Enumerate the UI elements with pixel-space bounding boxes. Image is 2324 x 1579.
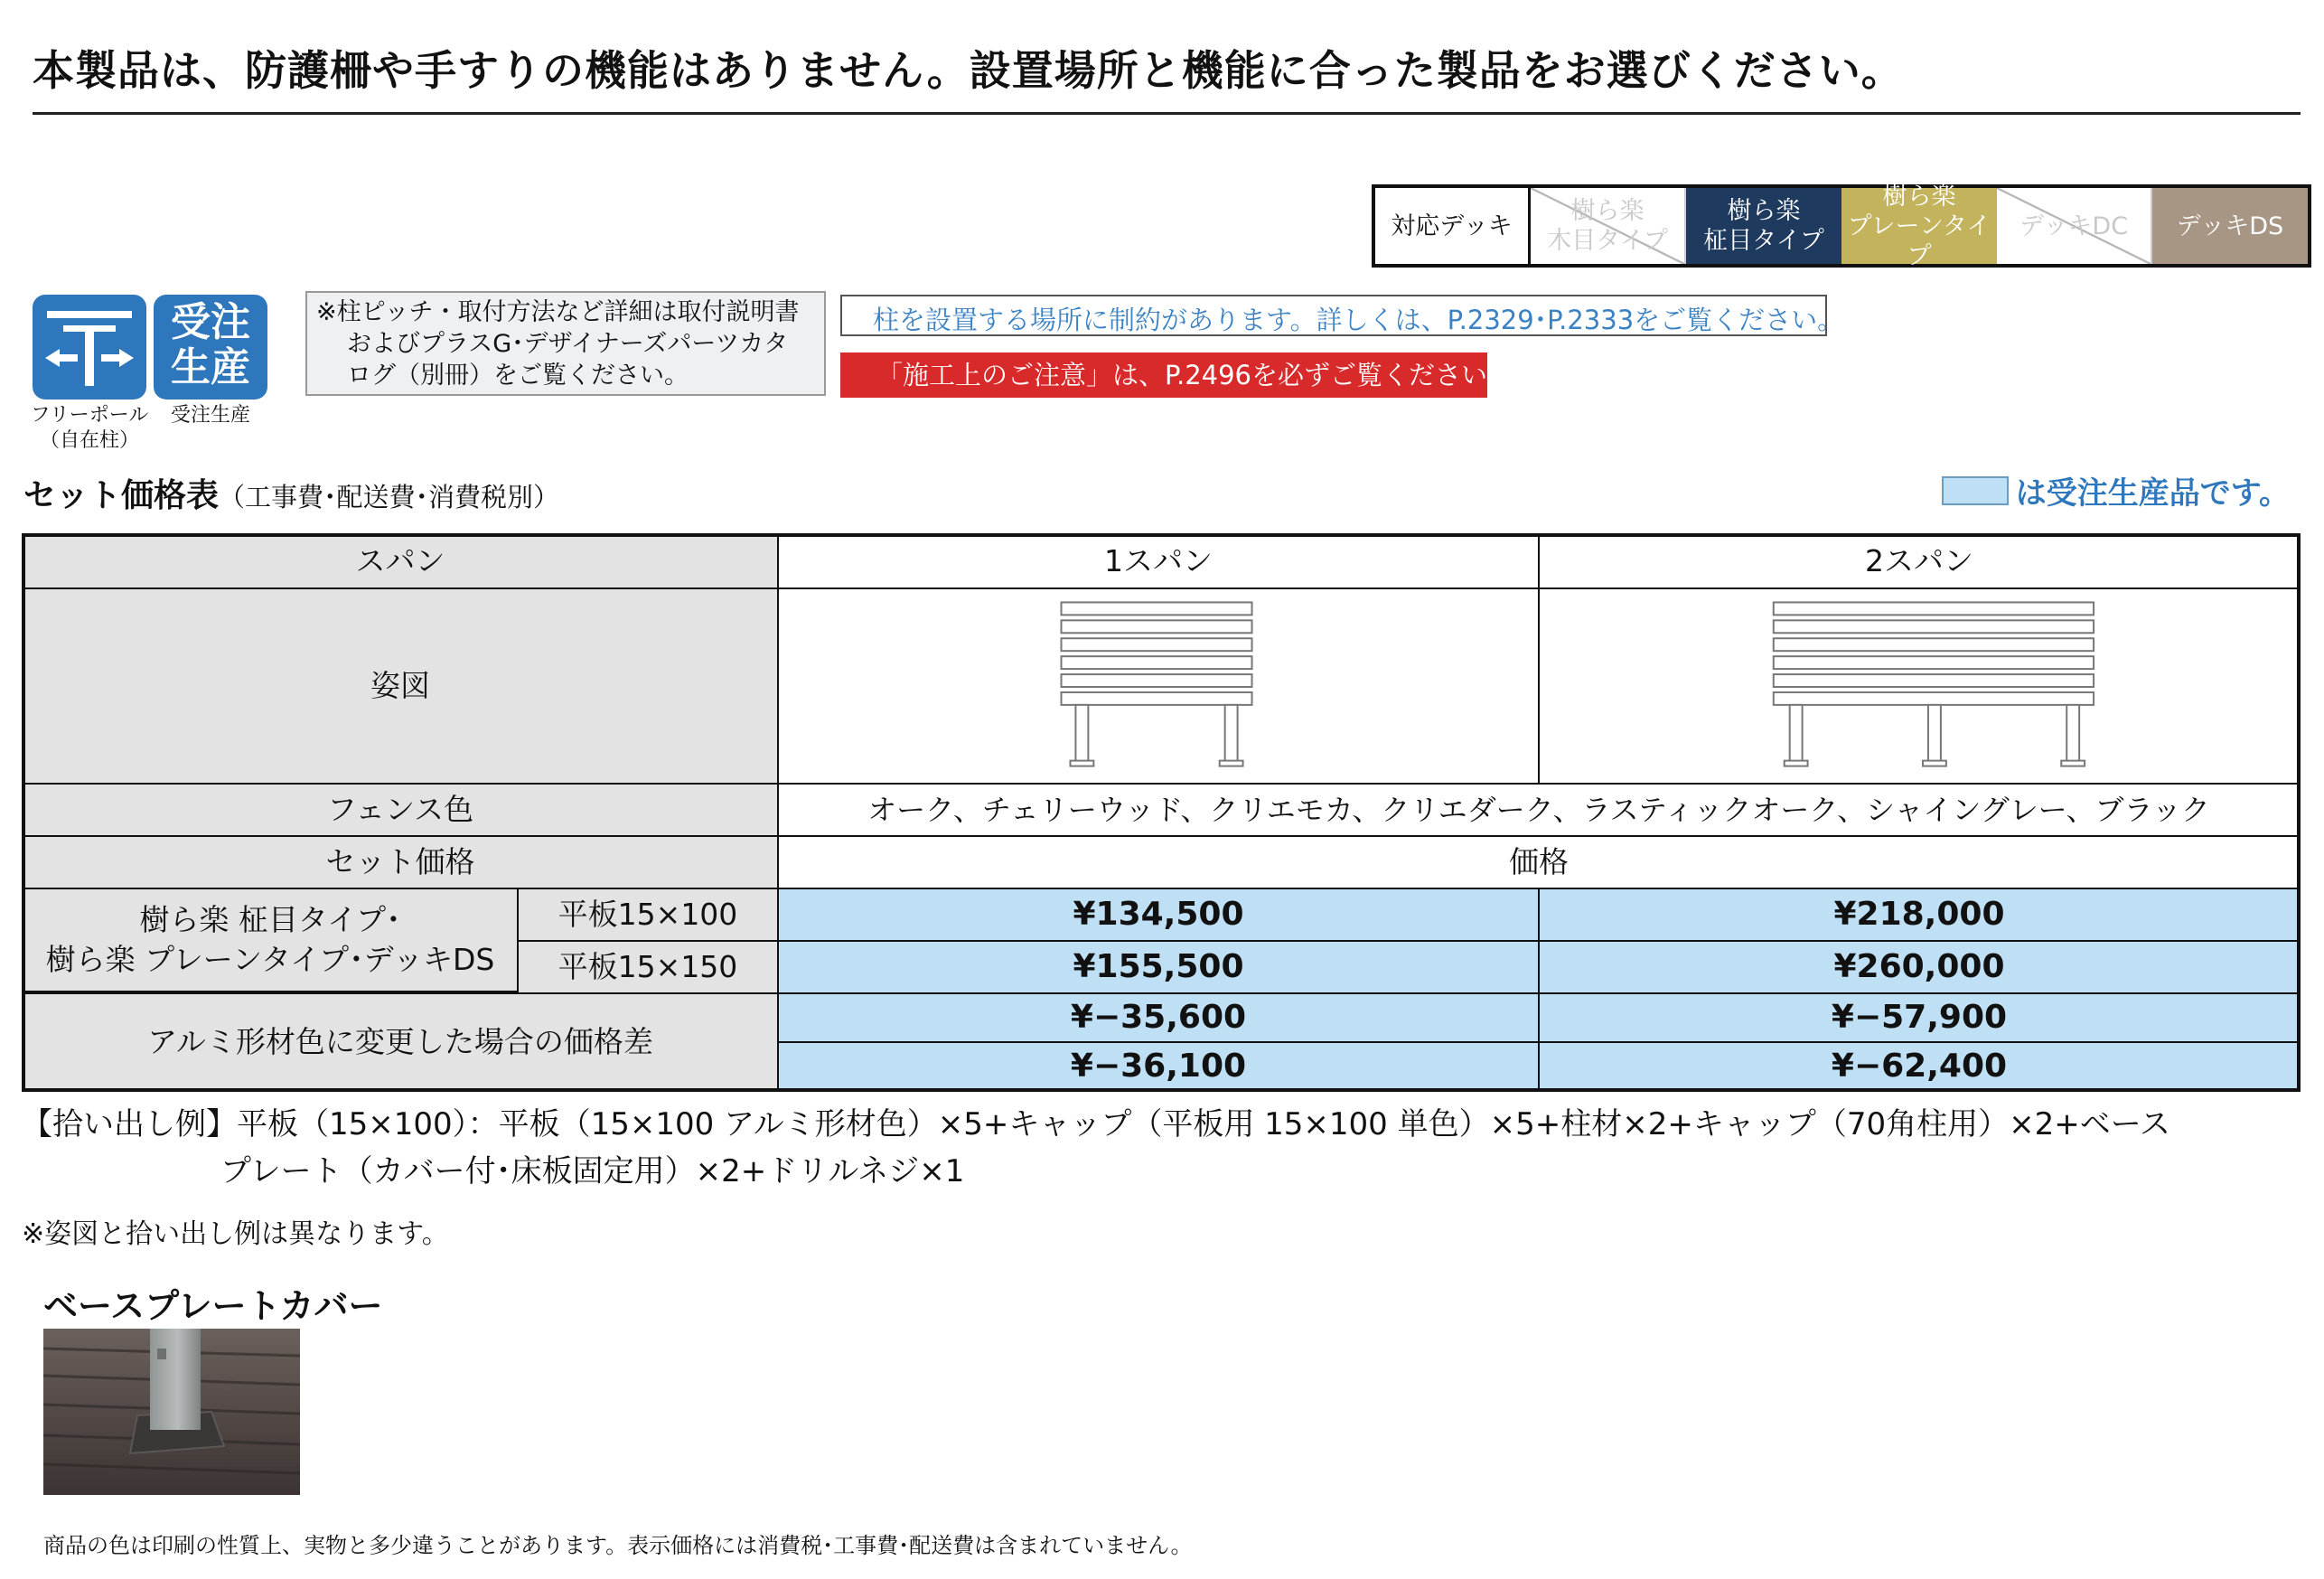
pickup-example: 【拾い出し例】平板（15×100）：平板（15×100 アルミ形材色）×5+キャップ（平板用 15×100 単色）×5+柱材×2+キャップ（70角柱用）×2+ベース xyxy=(22,1106,2170,1142)
color-list: オーク、チェリーウッド、クリエモカ、クリエダーク、ラスティックオーク、シャイングレー、ブラック xyxy=(777,783,2301,837)
divider xyxy=(33,112,2301,115)
footer-note: 商品の色は印刷の性質上、実物と多少違うことがあります。表示価格には消費税･工事費･配送費は含まれていません。 xyxy=(43,1533,1193,1558)
deck-item-plain xyxy=(1841,182,1997,270)
size-15x100: 平板15×100 xyxy=(517,888,779,942)
badge-text: 生産 xyxy=(171,344,250,390)
deck-item-line: デッキDS xyxy=(2176,211,2284,240)
price-cell: ¥218,000 xyxy=(1538,888,2301,942)
install-note xyxy=(305,291,826,396)
col-2span: 2スパン xyxy=(1538,533,2301,589)
caption-line: フリーポール xyxy=(30,404,149,427)
section-subtitle: （工事費･配送費･消費税別） xyxy=(219,482,560,512)
free-pole-caption xyxy=(27,403,152,454)
legend xyxy=(1942,468,2290,512)
made-to-order-icon xyxy=(154,295,267,399)
set-price-label: セット価格 xyxy=(22,835,779,889)
span-header: スパン xyxy=(22,533,779,589)
price-cell: ¥260,000 xyxy=(1538,940,2301,994)
note-line: およびプラスG･デザイナーズパーツカタ xyxy=(347,330,789,358)
post-restriction-note: 柱を設置する場所に制約があります。詳しくは、P.2329･P.2333をご覧ください。 xyxy=(840,295,1827,336)
badge-text: 受注 xyxy=(171,299,250,345)
deck-item-line: 柾目タイプ xyxy=(1703,227,1824,255)
deck-item-line: 樹ら楽 xyxy=(1727,197,1801,225)
legend-text: は受注生産品です。 xyxy=(2015,475,2290,512)
color-label: フェンス色 xyxy=(22,783,779,837)
col-1span: 1スパン xyxy=(777,533,1540,589)
made-to-order-caption: 受注生産 xyxy=(170,404,250,427)
section-title-text: セット価格表 xyxy=(23,477,220,514)
legend-swatch xyxy=(1942,476,2009,505)
price-cell: ¥155,500 xyxy=(777,940,1540,994)
deck-item-masame xyxy=(1686,188,1841,264)
headline: 本製品は、防護柵や手すりの機能はありません。設置場所と機能に合った製品をお選びください。 xyxy=(33,46,1904,95)
deck-item-line: デッキDC xyxy=(2019,211,2129,240)
deck-item-line: 樹ら楽 xyxy=(1570,197,1645,225)
deck-item-mokume xyxy=(1531,188,1686,264)
diff-cell: ¥−62,400 xyxy=(1538,1041,2301,1092)
deck-item-line: 木目タイプ xyxy=(1547,227,1668,255)
pickup-example-cont: プレート（カバー付･床板固定用）×2+ドリルネジ×1 xyxy=(220,1153,965,1189)
figure-2span xyxy=(1538,587,2301,785)
note-line: ※柱ピッチ・取付方法など詳細は取付説明書 xyxy=(316,298,800,326)
deck-item-line: プレーンタイプ xyxy=(1847,211,1991,270)
deck-compatibility xyxy=(1372,184,2311,268)
size-15x150: 平板15×150 xyxy=(517,940,779,994)
deck-label: 対応デッキ xyxy=(1375,188,1531,264)
product-line: 樹ら楽 柾目タイプ･ xyxy=(139,902,401,937)
free-pole-icon xyxy=(33,295,146,399)
baseplate-photo xyxy=(43,1329,300,1495)
caution-note: 「施工上のご注意」は、P.2496を必ずご覧ください。 xyxy=(840,352,1487,398)
diff-label: アルミ形材色に変更した場合の価格差 xyxy=(22,992,779,1092)
diff-cell: ¥−57,900 xyxy=(1538,992,2301,1043)
price-cell: ¥134,500 xyxy=(777,888,1540,942)
baseplate-title: ベースプレートカバー xyxy=(43,1286,383,1326)
diff-cell: ¥−35,600 xyxy=(777,992,1540,1043)
figure-1span xyxy=(777,587,1540,785)
deck-item-line: 樹ら楽 xyxy=(1882,182,1956,211)
figure-label: 姿図 xyxy=(22,587,779,785)
product-name xyxy=(22,888,519,992)
price-label: 価格 xyxy=(777,835,2301,889)
caption-line: （自在柱） xyxy=(39,429,139,452)
deck-item-ds xyxy=(2152,188,2308,264)
figure-note: ※姿図と拾い出し例は異なります。 xyxy=(22,1218,449,1250)
product-line: 樹ら楽 プレーンタイプ･デッキDS xyxy=(45,942,495,977)
note-line: ログ（別冊）をご覧ください。 xyxy=(347,362,689,390)
deck-item-dc xyxy=(1997,188,2152,264)
section-title xyxy=(23,470,559,516)
diff-cell: ¥−36,100 xyxy=(777,1041,1540,1092)
